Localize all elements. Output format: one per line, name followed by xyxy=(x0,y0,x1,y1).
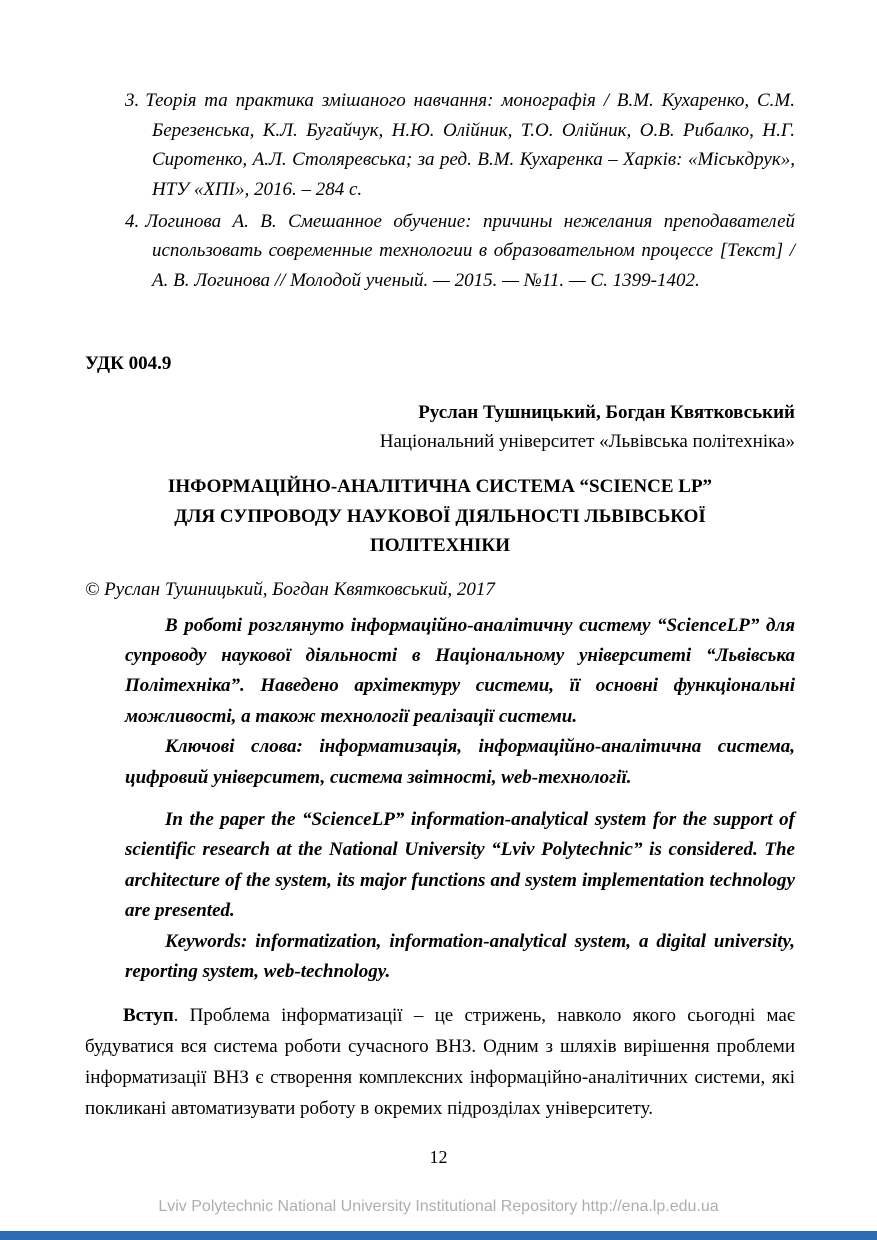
copyright-line: © Руслан Тушницький, Богдан Квятковський, 2017 xyxy=(85,578,495,600)
reference-number: 4. xyxy=(125,210,140,232)
bottom-blue-bar xyxy=(0,1231,877,1240)
abstract-block xyxy=(125,611,795,988)
keywords-english: Keywords: informatization, information-analytical system, a digital university, reporting system, web-technology. xyxy=(125,930,795,982)
paper-title xyxy=(85,472,795,560)
paper-title-line-1: ІНФОРМАЦІЙНО-АНАЛІТИЧНА СИСТЕМА “SCIENCE LP” xyxy=(167,476,713,498)
authors-affiliation: Національний університет «Львівська політехніка» xyxy=(379,430,795,452)
keywords-ukrainian: Ключові слова: інформатизація, інформаційно-аналітична система, цифровий університет, система звітності, web-технології. xyxy=(125,736,795,788)
paper-title-line-2: ДЛЯ СУПРОВОДУ НАУКОВОЇ ДІЯЛЬНОСТІ ЛЬВІВСЬКОЇ xyxy=(174,505,706,527)
reference-item xyxy=(125,207,795,296)
introduction-heading: Вступ xyxy=(123,1005,174,1027)
reference-item xyxy=(125,86,795,205)
repository-footer: Lviv Polytechnic National University Institutional Repository http://ena.lp.edu.ua xyxy=(158,1198,719,1215)
paper-title-line-3: ПОЛІТЕХНІКИ xyxy=(370,535,510,557)
authors-names: Руслан Тушницький, Богдан Квятковський xyxy=(418,402,795,424)
authors-block xyxy=(85,399,795,456)
reference-number: 3. xyxy=(125,90,140,111)
introduction-text: . Проблема інформатизації – це стрижень, навколо якого сьогодні має будуватися вся система роботи сучасного ВНЗ. Одним з шляхів вирішення проблеми інформатизації ВНЗ є створення комплексних інформаційно-аналітичних системи, які покликані автоматизувати роботу в окремих підрозділах університету. xyxy=(85,1005,795,1119)
introduction-paragraph xyxy=(85,1001,795,1124)
reference-text: Теорія та практика змішаного навчання: монографія / В.М. Кухаренко, С.М. Березенська, К.Л. Бугайчук, Н.Ю. Олійник, Т.О. Олійник, О.В. Рибалко, Н.Г. Сиротенко, А.Л. Столяревська; за ред. В.М. Кухаренка – Харків: «Міськдрук», НТУ «ХПІ», 2016. – 284 с. xyxy=(145,90,795,200)
abstract-english: In the paper the “ScienceLP” information-analytical system for the support of scientific research at the National University “Lviv Polytechnic” is considered. The architecture of the system, its major functions and system implementation technology are presented. xyxy=(125,809,795,922)
abstract-ukrainian: В роботі розглянуто інформаційно-аналітичну систему “ScienceLP” для супроводу наукової діяльності в Національному університеті “Львівська Політехніка”. Наведено архітектуру системи, її основні функціональні можливості, а також технології реалізації системи. xyxy=(125,614,795,727)
reference-list xyxy=(125,86,795,295)
udk-code: УДК 004.9 xyxy=(85,353,172,375)
spacer xyxy=(125,793,795,805)
page-number: 12 xyxy=(429,1147,448,1167)
reference-text: Логинова А. В. Смешанное обучение: причины нежелания преподавателей использовать современные технологии в образовательном процессе [Текст] / А. В. Логинова // Молодой ученый. — 2015. — №11. — С. 1399-1402. xyxy=(145,210,795,291)
